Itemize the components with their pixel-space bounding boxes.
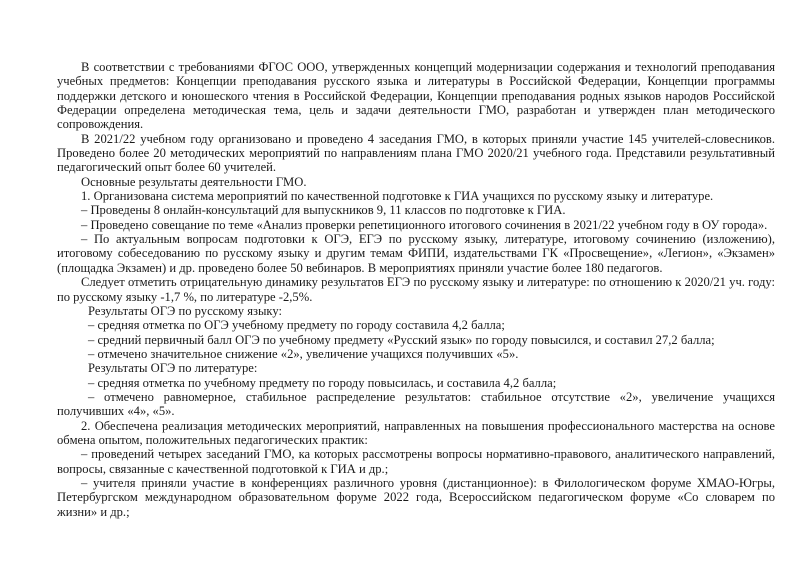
list-item: – отмечено равномерное, стабильное распределение результатов: стабильное отсутствие «2», увеличение учащихся получивших «4», «5». [57,389,775,419]
document-page [57,60,775,519]
oge-literature-heading: Результаты ОГЭ по литературе: [88,361,258,376]
list-item: – средняя отметка по ОГЭ учебному предмету по городу составила 4,2 балла; [88,318,505,333]
list-item: – учителя приняли участие в конференциях различного уровня (дистанционное): в Филологическом форуме ХМАО-Югры, Петербургском международном образовательном форуме 2022 года, Всероссийском педагогическом форуме «Со словарем по жизни» и др.; [57,475,775,519]
list-item: – проведений четырех заседаний ГМО, ка которых рассмотрены вопросы нормативно-правового, аналитического направлений, вопросы, связанные с качественной подготовкой к ГИА и др.; [57,447,775,476]
oge-russian-heading: Результаты ОГЭ по русскому языку: [88,303,282,318]
meetings-paragraph: В 2021/22 учебном году организовано и проведено 4 заседания ГМО, в которых приняли участие 145 учителей-словесников. Проведено более 20 методических мероприятий по направлениям плана ГМО 2020/21 учебного года. Представили результативный педагогический опыт более 60 учителей. [57,131,775,175]
list-item: – средний первичный балл ОГЭ по учебному предмету «Русский язык» по городу повысился, и составил 27,2 балла; [88,332,715,347]
results-heading: Основные результаты деятельности ГМО. [81,174,307,189]
list-item: – По актуальным вопросам подготовки к ОГЭ, ЕГЭ по русскому языку, литературе, итоговому сочинению (изложению), итоговому собеседованию по русскому языку и другим темам ФИПИ, издательствами ГК «Просвещение», «Легион», «Экзамен» (площадка Экзамен) и др. проведено более 50 вебинаров. В мероприятиях приняли участие более 180 педагогов. [57,232,775,275]
list-item: – средняя отметка по учебному предмету по городу повысилась, и составила 4,2 балла; [88,375,557,390]
list-item: – отмечено значительное снижение «2», увеличение учащихся получивших «5». [88,346,519,361]
list-item: – Проведено совещание по теме «Анализ проверки репетиционного итогового сочинения в 2021/22 учебном году в ОУ города». [81,217,768,232]
list-item-2: 2. Обеспечена реализация методических мероприятий, направленных на повышения профессионального мастерства на основе обмена опытом, положительных педагогических практик: [57,418,775,447]
intro-paragraph: В соответствии с требованиями ФГОС ООО, утвержденных концепций модернизации содержания и технологий преподавания учебных предметов: Концепции преподавания русского языка и литературы в Российской Федерации, Концепции программы поддержки детского и юношеского чтения в Российской Федерации, Концепции преподавания родных языков народов Российской Федерации определена методическая тема, цель и задачи деятельности ГМО, разработан и утвержден план методического сопровождения. [57,60,775,132]
list-item: – Проведены 8 онлайн-консультаций для выпускников 9, 11 классов по подготовке к ГИА. [81,203,566,218]
ege-dynamics-paragraph: Следует отметить отрицательную динамику результатов ЕГЭ по русскому языку и литературе: по отношению к 2020/21 уч. году: по русскому языку -1,7 %, по литературе -2,5%. [57,275,775,304]
list-item-1: 1. Организована система мероприятий по качественной подготовке к ГИА учащихся по русскому языку и литературе. [81,189,714,204]
